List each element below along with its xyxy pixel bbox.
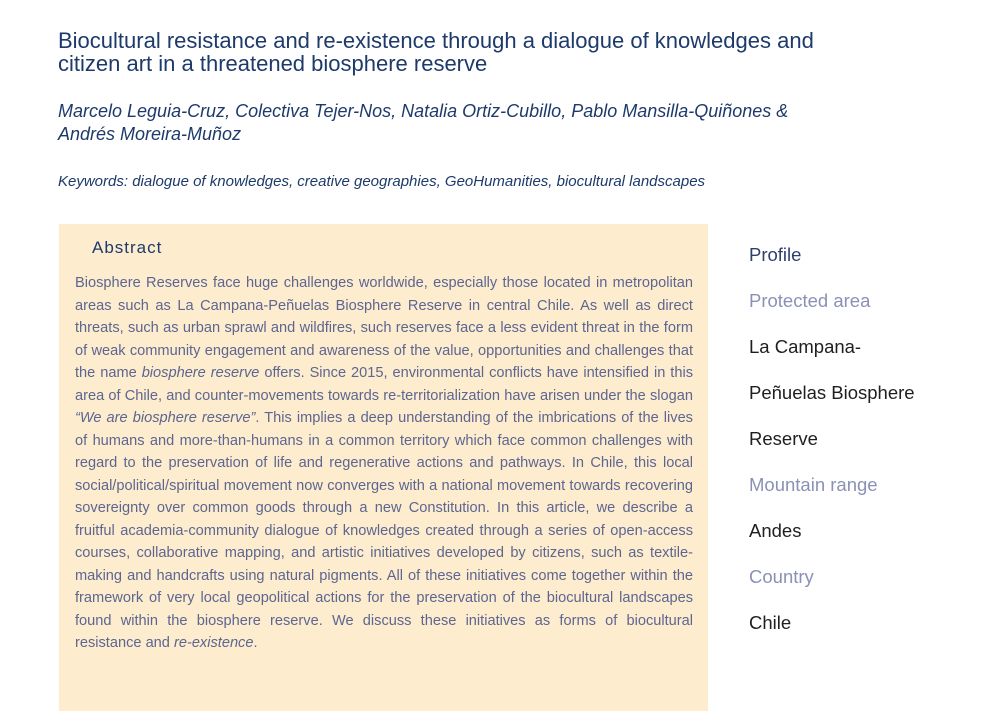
mountain-range-value: Andes	[749, 520, 802, 541]
title-line-2: citizen art in a threatened biosphere reserve	[58, 51, 488, 76]
abstract-heading: Abstract	[92, 238, 163, 257]
abstract-text	[75, 272, 693, 655]
abstract-italic-1: biosphere reserve	[141, 365, 260, 381]
keywords: Keywords: dialogue of knowledges, creative geographies, GeoHumanities, biocultural landscapes	[58, 173, 706, 190]
title-line-1: Biocultural resistance and re-existence through a dialogue of knowledges and	[58, 28, 814, 53]
abstract-part-3: . This implies a deep understanding of the imbrications of the lives of humans and more-than-humans in a common territory which face common challenges with regard to the preservation of life and regenerative actions and pathways. In Chile, this local social/political/spiritual movement now converges with a national movement towards recovering sovereignty over common goods through a new Constitution. In this article, we describe a fruitful academia-community dialogue of knowledges created through a series of open-access courses, collaborative mapping, and artistic initiatives developed by citizens, such as textile-making and handcrafts using natural pigments. All of these initiatives come together within the framework of very local geopolitical actions for the preservation of the biocultural landscapes found within the biosphere reserve. We discuss these initiatives as forms of biocultural resistance and	[75, 410, 693, 651]
profile-sidebar	[749, 232, 979, 646]
mountain-range-label: Mountain range	[749, 474, 878, 495]
country-label: Country	[749, 566, 814, 587]
protected-area-line-1: La Campana-	[749, 336, 862, 357]
protected-area-label: Protected area	[749, 290, 871, 311]
abstract-box	[59, 224, 708, 711]
profile-heading: Profile	[749, 244, 802, 265]
abstract-italic-3: re-existence	[173, 635, 254, 651]
article-title	[58, 29, 938, 75]
abstract-part-4: .	[253, 635, 258, 651]
protected-area-line-2: Peñuelas Biosphere	[749, 382, 915, 403]
authors-line-2: Andrés Moreira-Muñoz	[58, 124, 242, 144]
authors-line-1: Marcelo Leguia-Cruz, Colectiva Tejer-Nos, Natalia Ortiz-Cubillo, Pablo Mansilla-Quiñones &	[58, 101, 789, 121]
protected-area-line-3: Reserve	[749, 428, 818, 449]
abstract-part-1: Biosphere Reserves face huge challenges worldwide, especially those located in metropolitan areas such as La Campana-Peñuelas Biosphere Reserve in central Chile. As well as direct threats, such as urban sprawl and wildfires, such reserves face a less evident threat in the form of weak community engagement and awareness of the value, opportunities and challenges that the name	[75, 275, 693, 381]
abstract-italic-2: “We are biosphere reserve”	[75, 410, 256, 426]
country-value: Chile	[749, 612, 792, 633]
abstract-part-2: offers. Since 2015, environmental conflicts have intensified in this area of Chile, and counter-movements towards re-territorialization have arisen under the slogan	[75, 365, 693, 404]
author-list	[58, 100, 938, 146]
